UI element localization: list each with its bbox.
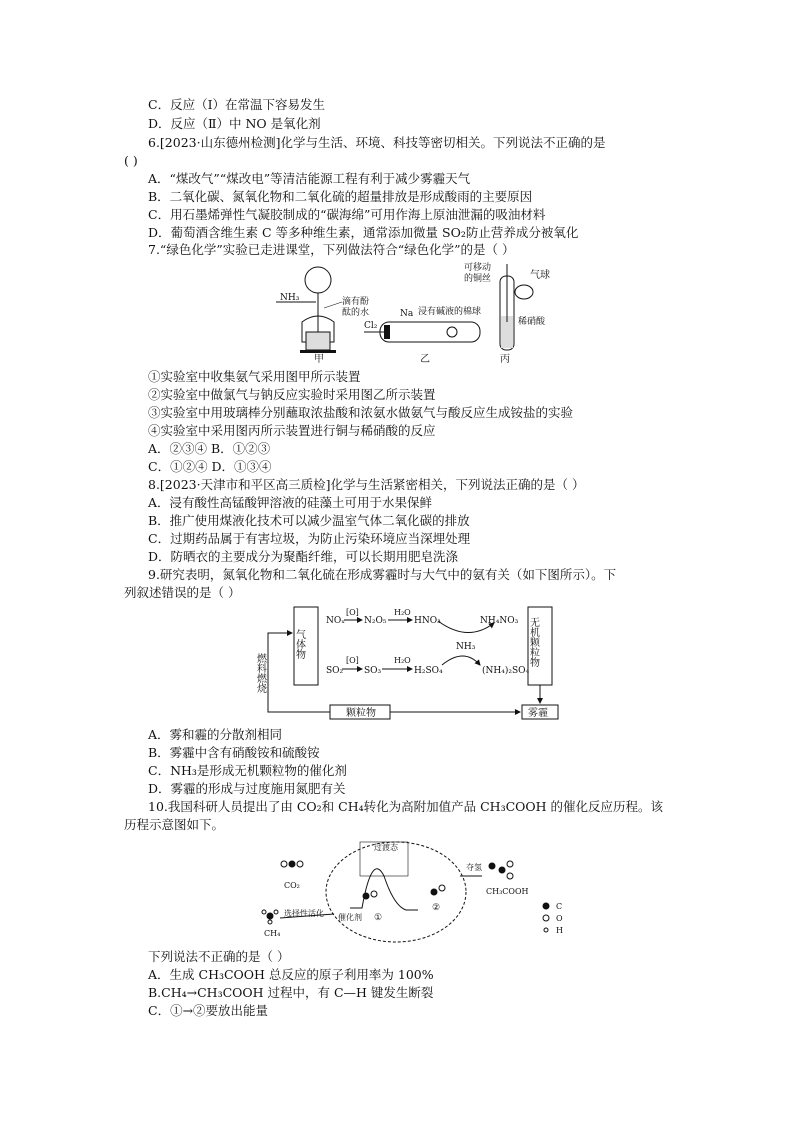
label-acid: 稀硝酸 — [518, 317, 546, 327]
q9-stem-cont: 列叙述错误的是（ ） — [124, 585, 241, 600]
h2so4: H₂SO₄ — [414, 666, 443, 676]
q10-option-b: B.CH₄→CH₃COOH 过程中，有 C—H 键发生断裂 — [148, 985, 434, 1000]
q10-stem-cont: 历程示意图如下。 — [124, 817, 225, 832]
label-nh3: NH₃ — [280, 293, 300, 303]
so3: SO₃ — [364, 666, 382, 676]
h2o1: H₂O — [394, 608, 411, 617]
box-gas: 气体物 — [293, 629, 305, 659]
q9-smog-diagram — [254, 603, 568, 721]
q6-option-d: D．葡萄酒含维生素 C 等多种维生素，通常添加微量 SO₂防止营养成分被氧化 — [148, 225, 579, 240]
q5-option-c: C．反应（Ⅰ）在常温下容易发生 — [148, 97, 326, 112]
q8-option-d: D．防晒衣的主要成分为聚酯纤维，可以长期用肥皂洗涤 — [148, 549, 459, 564]
label-step2: ② — [432, 903, 441, 913]
label-cotton: 浸有碱液的棉球 — [418, 307, 482, 317]
label-copper: 的铜丝 — [464, 274, 492, 284]
q7-item-1: ①实验室中收集氨气采用图甲所示装置 — [148, 369, 361, 384]
q9-option-c: C．NH₃是形成无机颗粒物的催化剂 — [148, 763, 347, 778]
q6-stem: 6.[2023·山东德州检测]化学与生活、环境、科技等密切相关。下列说法不正确的是 — [148, 135, 606, 150]
q8-stem: 8.[2023·天津市和平区高三质检]化学与生活紧密相关，下列说法正确的是（ ） — [148, 477, 585, 492]
q7-options-cd: C．①②④ D．①③④ — [148, 459, 272, 474]
o2: [O] — [346, 656, 359, 665]
apparatus-bing — [500, 264, 533, 350]
so2: SO₂ — [326, 666, 344, 676]
q9-stem: 9.研究表明，氮氧化物和二氧化硫在形成雾霾时与大气中的氨有关（如下图所示）。下 — [148, 567, 617, 582]
q6-option-c: C．用石墨烯弹性气凝胶制成的“碳海绵”可用作海上原油泄漏的吸油材料 — [148, 207, 546, 222]
label-step1: ① — [374, 913, 383, 923]
q7-options-ab: A．②③④ B．①②③ — [148, 441, 271, 456]
q9-option-a: A．雾和霾的分散剂相同 — [148, 727, 283, 742]
q8-option-b: B．推广使用煤液化技术可以减少温室气体二氧化碳的排放 — [148, 513, 470, 528]
n2o5: N₂O₅ — [364, 616, 387, 626]
label-cl2: Cl₂ — [364, 321, 378, 331]
legend-c: C — [556, 902, 563, 911]
label-co2: CO₂ — [284, 881, 300, 890]
h2o2: H₂O — [394, 656, 411, 665]
q6-option-b: B．二氧化碳、氮氧化物和二氧化硫的超量排放是形成酸雨的主要原因 — [148, 189, 533, 204]
q10-option-a: A．生成 CH₃COOH 总反应的原子利用率为 100% — [148, 967, 434, 982]
nh3: NH₃ — [456, 642, 476, 652]
nox: NOₓ — [326, 616, 346, 626]
label-jia: 甲 — [314, 354, 324, 365]
q7-apparatus-figure — [272, 262, 572, 364]
q9-option-d: D．雾霾的形成与过度施用氮肥有关 — [148, 781, 346, 796]
label-na: Na — [400, 309, 414, 319]
label-ch4: CH₄ — [264, 929, 281, 938]
apparatus-yi — [364, 322, 480, 342]
label-transition-state: 过渡态 — [374, 843, 398, 852]
q8-option-c: C．过期药品属于有害垃圾，为防止污染环境应当深埋处理 — [148, 531, 471, 546]
apparatus-jia — [276, 267, 342, 353]
label-bing: 丙 — [500, 354, 510, 365]
box-particles: 颗粒物 — [346, 708, 376, 719]
nh4no3: NH₄NO₃ — [480, 616, 519, 626]
q7-item-3: ③实验室中用玻璃棒分别蘸取浓盐酸和浓氨水做氨气与酸反应生成铵盐的实验 — [148, 405, 574, 420]
label-water1: 滴有酚 — [342, 297, 370, 307]
legend-h: H — [556, 926, 563, 935]
label-activation: 选择性活化 — [284, 909, 324, 918]
q7-item-2: ②实验室中做氯气与钠反应实验时采用图乙所示装置 — [148, 387, 436, 402]
label-balloon: 气球 — [530, 270, 550, 281]
hno3: HNO₃ — [414, 616, 441, 626]
q10-option-c: C．①→②要放出能量 — [148, 1003, 269, 1018]
q7-stem: 7.“绿色化学”实验已走进课堂，下列做法符合“绿色化学”的是（ ） — [148, 242, 515, 257]
q6-option-a: A．“煤改气”“煤改电”等清洁能源工程有利于减少雾霾天气 — [148, 171, 471, 186]
label-dehydro: 夺氢 — [466, 863, 482, 872]
label-catalyst: 催化剂 — [338, 913, 362, 922]
q8-option-a: A．浸有酸性高锰酸钾溶液的硅藻土可用于水果保鲜 — [148, 495, 433, 510]
q10-question: 下列说法不正确的是（ ） — [148, 949, 290, 964]
label-movable: 可移动 — [464, 263, 492, 273]
q5-option-d: D．反应（Ⅱ）中 NO 是氧化剂 — [148, 116, 321, 131]
label-fuel: 燃料燃烧 — [254, 653, 266, 693]
q9-option-b: B．雾霾中含有硝酸铵和硫酸铵 — [148, 745, 320, 760]
box-smog: 雾霾 — [528, 708, 548, 719]
label-water2: 酞的水 — [342, 308, 370, 318]
label-yi: 乙 — [420, 354, 430, 365]
q10-stem: 10.我国科研人员提出了由 CO₂和 CH₄转化为高附加值产品 CH₃COOH 的催化反应历程。该 — [148, 799, 664, 814]
legend-o: O — [556, 914, 563, 923]
o1: [O] — [346, 608, 359, 617]
q7-item-4: ④实验室中采用图丙所示装置进行铜与稀硝酸的反应 — [148, 423, 436, 438]
q10-reaction-diagram — [254, 836, 574, 944]
q6-blank: ( ) — [124, 153, 138, 168]
nh42so4: (NH₄)₂SO₄ — [482, 666, 530, 676]
box-inorganic: 无机颗粒物 — [527, 617, 539, 667]
label-product: CH₃COOH — [486, 887, 529, 896]
